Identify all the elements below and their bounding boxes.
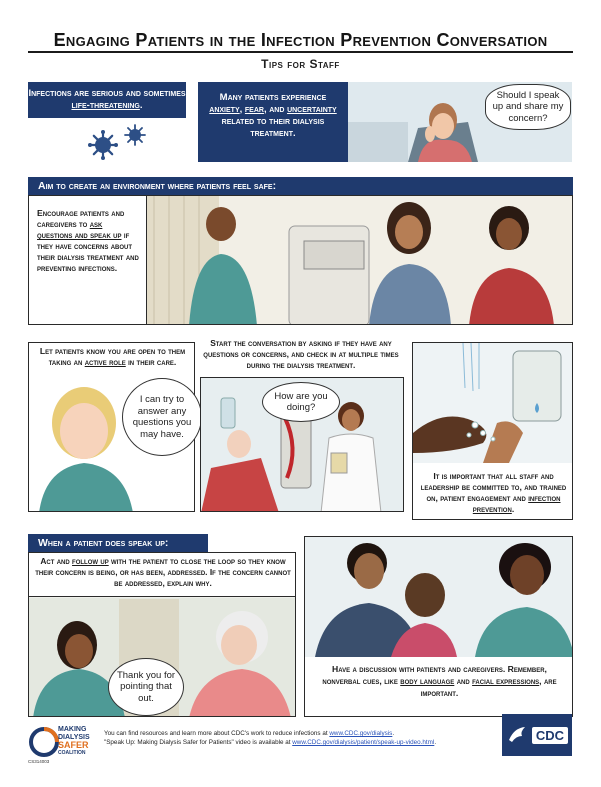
hhs-eagle-icon [506, 724, 528, 746]
discussion-panel [304, 536, 573, 717]
speak-up-video-link[interactable]: www.CDC.gov/dialysis/patient/speak-up-video.html [292, 739, 435, 746]
making-dialysis-safer-logo [28, 722, 98, 764]
title-rule [28, 51, 573, 53]
discuss-text: Have a discussion with patients and caregivers. Remember, nonverbal cues, like [322, 664, 547, 686]
commit-text: It is important that all staff and leadership be committed to, and trained on, patient engagement and [420, 471, 567, 503]
discuss-text-end: , are important. [420, 676, 557, 698]
feelings-text: Many patients experience [219, 92, 327, 103]
footer-line2-end: . [434, 739, 437, 746]
serious-end: . [139, 100, 143, 111]
ask-questions-link[interactable]: ask questions and speak up [37, 219, 122, 240]
comma: , [239, 104, 245, 115]
commit-text-end: . [511, 504, 515, 514]
open-to-role-text [35, 346, 190, 368]
facial-expressions-link[interactable]: facial expressions [472, 676, 540, 686]
footer-line1-end: . [392, 730, 395, 737]
act-text-end: with the patient to close the loop so they know their concern is being, or has been, addressed. If the concern cannot be addressed, explain why. [35, 556, 291, 588]
patient-speech-bubble: Should I speak up and share my concern? [485, 84, 571, 130]
anxiety-link[interactable]: anxiety [209, 104, 240, 115]
section2-band: When a patient does speak up: [28, 534, 208, 552]
start-conversation-text [198, 338, 404, 371]
open-text: Let patients know you are open to them taking an [39, 346, 186, 367]
hand-washing-panel [412, 342, 573, 520]
and-text-2: and [454, 676, 473, 686]
open-text-end: in their care. [125, 357, 177, 367]
footer-resources [104, 729, 499, 747]
section1-text-end: if they have concerns about their dialysis treatment and preventing infections. [37, 230, 139, 273]
logo-line3: SAFER [58, 740, 89, 750]
act-text: Act and [40, 556, 73, 566]
follow-up-link[interactable]: follow up [72, 556, 109, 566]
start-text: Start the conversation by asking if they have any questions or concerns, and check in at multiple times during the dialysis treatment. [203, 338, 399, 370]
fear-link[interactable]: fear [244, 104, 264, 115]
infection-prevention-link[interactable]: infection prevention [472, 493, 561, 514]
page-subtitle: Tips for Staff [261, 57, 340, 71]
patient-feelings-box [198, 82, 348, 162]
staff-speech-bubble: I can try to answer any questions you may have. [122, 378, 202, 456]
logo-line2: DIALYSIS [58, 733, 90, 741]
cdc-label: CDC [532, 727, 568, 744]
follow-up-text-box [29, 553, 296, 597]
discussion-text [313, 663, 566, 699]
footer-line2-text: "Speak Up: Making Dialysis Safer for Patients" video is available at [104, 739, 293, 746]
feelings-end: related to their dialysis treatment. [221, 116, 325, 139]
and-text: , and [263, 104, 288, 115]
document-code: CS314003 [28, 759, 50, 764]
commitment-text [419, 471, 568, 515]
section1-text: Encourage patients and caregivers to [37, 208, 125, 229]
section1-band: Aim to create an environment where patients feel safe: [28, 177, 573, 195]
page-title: Engaging Patients in the Infection Prevention Conversation [53, 30, 548, 50]
uncertainty-link[interactable]: uncertainty [287, 104, 337, 115]
logo-line4: COALITION [58, 750, 86, 756]
footer-line1-text: You can find resources and learn more about CDC's work to reduce infections at [104, 730, 330, 737]
virus-icon [88, 130, 118, 160]
active-role-link[interactable]: active role [84, 357, 126, 367]
body-language-link[interactable]: body language [400, 676, 455, 686]
cdc-dialysis-link[interactable]: www.CDC.gov/dialysis [329, 730, 393, 737]
section1-panel [28, 195, 573, 325]
cdc-logo [502, 714, 572, 756]
life-threatening-link[interactable]: life-threatening [71, 100, 140, 111]
infections-serious-box [28, 82, 186, 118]
serious-text: Infections are serious and sometimes [28, 88, 186, 99]
logo-line1: MAKING [58, 726, 87, 733]
virus-icon-small [124, 124, 146, 146]
section1-text-box [29, 196, 147, 325]
how-are-you-bubble: How are you doing? [262, 382, 340, 422]
thank-you-bubble: Thank you for pointing that out. [108, 658, 184, 716]
